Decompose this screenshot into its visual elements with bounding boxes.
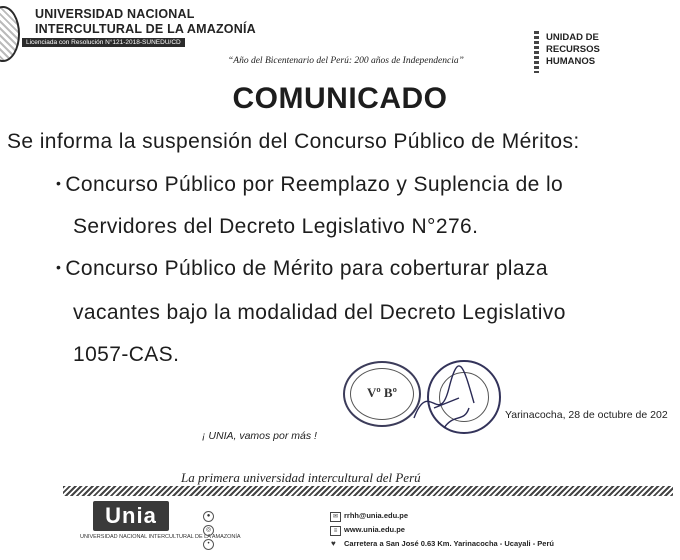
contact-web[interactable]: www.unia.edu.pe	[344, 525, 405, 534]
license-text: Licenciada con Resolución N°121-2018-SUNEDU/CD	[22, 38, 185, 47]
bullet-dot-icon: •	[56, 175, 62, 191]
location-pin-icon: •	[203, 539, 214, 550]
vobo-text: Vº Bº	[367, 385, 397, 400]
year-motto: “Año del Bicentenario del Perú: 200 años de Independencia”	[228, 56, 464, 66]
decorative-band	[63, 486, 673, 496]
university-seal-icon	[0, 6, 20, 62]
bullet-1-line2: Servidores del Decreto Legislativo N°276.	[73, 215, 479, 238]
globe-icon: ◎	[203, 525, 214, 536]
document-title: COMUNICADO	[232, 82, 448, 115]
unit-label-line2: RECURSOS	[546, 44, 600, 55]
bullet-dot-icon: •	[56, 259, 62, 275]
pin-icon: ♥	[331, 539, 336, 548]
bullet-item-1	[56, 173, 563, 197]
logo-caption: UNIVERSIDAD NACIONAL INTERCULTURAL DE LA AMAZONÍA	[80, 534, 241, 540]
social-icon: ●	[203, 511, 214, 522]
intro-text: Se informa la suspensión del Concurso Público de Méritos:	[7, 130, 580, 153]
unit-decoration-icon	[534, 31, 539, 73]
unit-label-line1: UNIDAD DE	[546, 32, 599, 43]
place-date: Yarinacocha, 28 de octubre de 202	[505, 409, 668, 421]
bullet-2-line2: vacantes bajo la modalidad del Decreto Legislativo	[73, 301, 566, 324]
unia-logo: Unia	[93, 501, 169, 531]
university-name-line1: UNIVERSIDAD NACIONAL	[35, 7, 195, 21]
footer-tagline: La primera universidad intercultural del Perú	[181, 470, 421, 485]
bullet-2-line1: Concurso Público de Mérito para coberturar plaza	[65, 257, 548, 280]
contact-address: Carretera a San José 0.63 Km. Yarinacocha - Ucayali - Perú	[344, 539, 554, 548]
slogan: ¡ UNIA, vamos por más !	[202, 430, 317, 442]
bullet-1-line1: Concurso Público por Reemplazo y Suplencia de lo	[65, 173, 564, 196]
unit-label	[546, 32, 600, 68]
bullet-2-line3: 1057-CAS.	[73, 343, 180, 366]
bullet-item-2	[56, 257, 548, 281]
email-icon: ✉	[330, 512, 341, 522]
contact-email[interactable]: rrhh@unia.edu.pe	[344, 511, 408, 520]
unit-label-line3: HUMANOS	[546, 56, 596, 67]
web-icon: ≡	[330, 526, 341, 536]
university-name-line2: INTERCULTURAL DE LA AMAZONÍA	[35, 22, 256, 36]
signature-icon	[404, 358, 484, 438]
